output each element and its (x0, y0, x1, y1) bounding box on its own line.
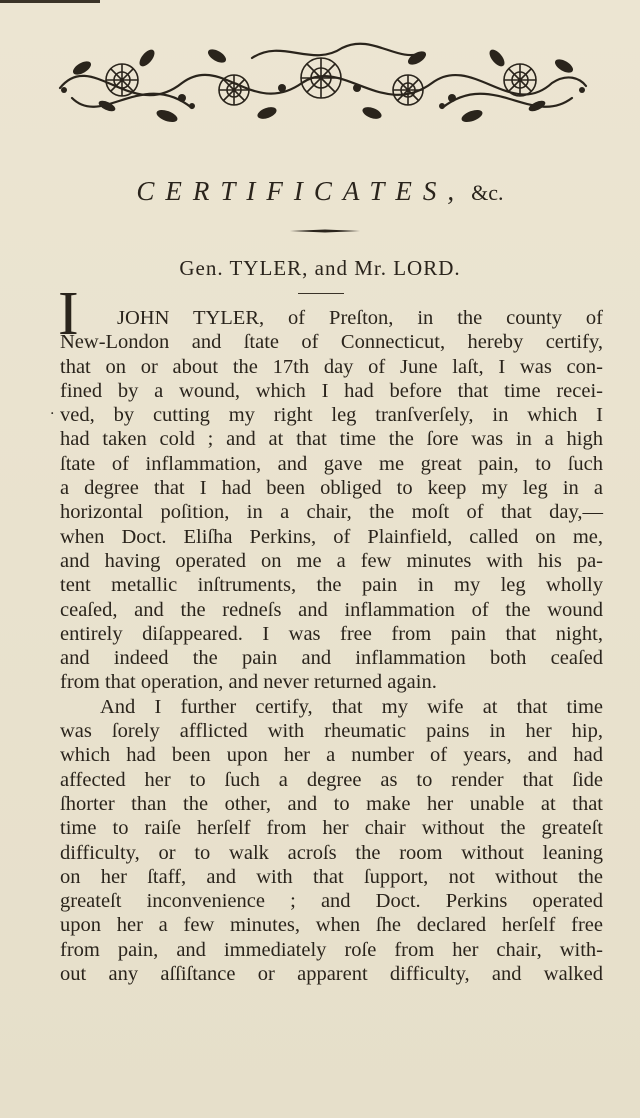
text-line: had taken cold ; and at that time the ſore was in a high (60, 428, 603, 451)
text-line: from that operation, and never returned again. (60, 671, 437, 694)
text-line: upon her a few minutes, when ſhe declared herſelf free (60, 914, 603, 937)
drop-cap-letter: I (58, 280, 79, 348)
text-line: ſtate of inflammation, and gave me great pain, to ſuch (60, 452, 603, 475)
text-line: tent metallic inſtruments, the pain in my leg wholly (60, 574, 603, 597)
text-line: and indeed the pain and inflammation both ceaſed (60, 647, 603, 670)
text-line: affected her to ſuch a degree as to render that ſide (60, 768, 603, 791)
heading-text: CERTIFICATES, (136, 176, 466, 206)
text-line: ved, by cutting my right leg tranſverſely, in which I (60, 404, 603, 427)
text-line: greateſt inconvenience ; and Doct. Perkins operated (60, 890, 603, 913)
text-line: that on or about the 17th day of June laſt, I was con- (60, 355, 603, 378)
text-line: JOHN TYLER, of Preſton, in the county of (117, 307, 603, 329)
text-line: And I further certify, that my wife at that time (100, 695, 603, 718)
text-line: time to raiſe herſelf from her chair without the greateſt (60, 817, 603, 840)
text-line: and having operated on me a few minutes with his pa- (60, 549, 603, 572)
text-line: New-London and ſtate of Connecticut, hereby certify, (60, 331, 603, 354)
heading-divider-rule (290, 229, 360, 233)
text-line: when Doct. Eliſha Perkins, of Plainfield, called on me, (60, 525, 603, 548)
section-subheading: Gen. TYLER, and Mr. LORD. (179, 256, 461, 280)
text-line: horizontal poſition, in a chair, the moſt of that day,— (60, 501, 603, 524)
margin-mark: . (50, 402, 55, 418)
text-line: a degree that I had been obliged to keep my leg in a (60, 477, 603, 500)
heading-etc: &c. (471, 180, 504, 205)
certificate-body-text (60, 306, 603, 986)
text-line: was ſorely afflicted with rheumatic pains in her hip, (60, 720, 603, 743)
top-edge-rule (0, 0, 100, 3)
page-heading (0, 176, 640, 207)
text-line: ceaſed, and the redneſs and inflammation of the wound (60, 598, 603, 621)
text-line: from pain, and immediately roſe from her chair, with- (60, 938, 603, 961)
subheading-rule (298, 293, 344, 294)
text-line: which had been upon her a number of years, and had (60, 744, 603, 767)
text-line: entirely diſappeared. I was free from pain that night, (60, 622, 603, 645)
text-line: difficulty, or to walk acroſs the room without leaning (60, 841, 603, 864)
text-line: fined by a wound, which I had before that time recei- (60, 379, 603, 402)
text-line: out any aſſiſtance or apparent difficulty, and walked (60, 963, 603, 986)
text-line: on her ſtaff, and with that ſupport, not without the (60, 865, 603, 888)
floral-headpiece-ornament (52, 28, 590, 140)
text-line: ſhorter than the other, and to make her unable at that (60, 792, 603, 815)
